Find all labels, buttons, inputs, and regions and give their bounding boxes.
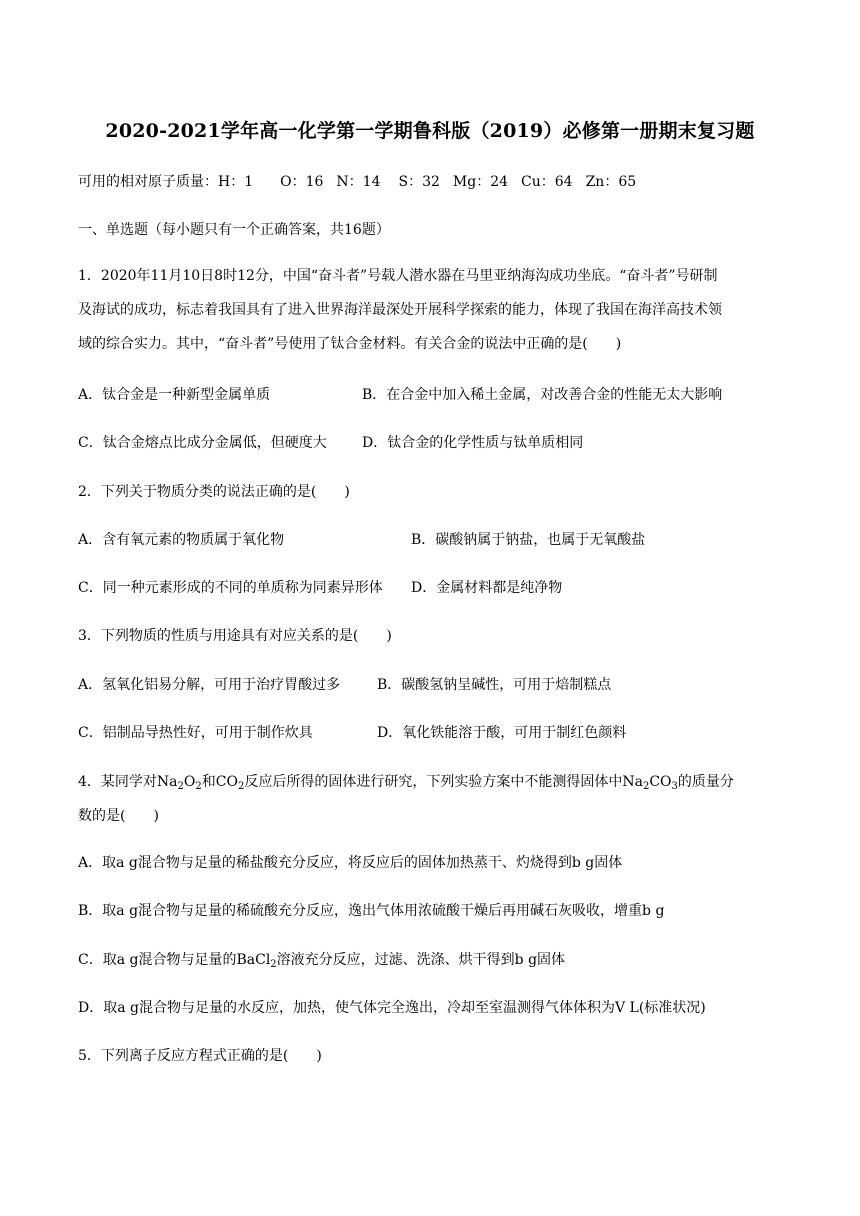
- q4-subscript: 3: [671, 781, 678, 792]
- q1-option-d: D．钛合金的化学性质与钛单质相同: [362, 435, 584, 451]
- q2-option-c: C．同一种元素形成的不同的单质称为同素异形体: [78, 580, 383, 596]
- q1-stem-line-3: 域的综合实力。其中，“奋斗者”号使用了钛合金材料。有关合金的说法中正确的是( ): [78, 336, 622, 352]
- q4-subscript: 2: [237, 781, 245, 792]
- q4-stem-line-1: [78, 771, 734, 791]
- q4-option-d: D．取a g混合物与足量的水反应，加热，使气体完全逸出，冷却至室温测得气体体积为V L(标准状况): [78, 1000, 706, 1016]
- q1-option-c: C．钛合金熔点比成分金属低，但硬度大: [78, 435, 327, 451]
- atomic-mass-h: H：1: [218, 174, 254, 190]
- q4-subscript: 2: [177, 781, 184, 792]
- atomic-masses-label: 可用的相对原子质量：: [78, 174, 218, 190]
- atomic-masses: [78, 171, 636, 191]
- q3-option-c: C．铝制品导热性好，可用于制作炊具: [78, 725, 313, 741]
- q2-stem: 2．下列关于物质分类的说法正确的是( ): [78, 484, 350, 500]
- q4-option-a: A．取a g混合物与足量的稀盐酸充分反应，将反应后的固体加热蒸干、灼烧得到b g固体: [78, 855, 623, 871]
- q4-option-c-part: C．取a g混合物与足量的BaCl: [78, 952, 271, 968]
- q3-option-a: A．氢氧化铝易分解，可用于治疗胃酸过多: [78, 677, 341, 693]
- q4-stem-part: 4．某同学对Na: [78, 774, 178, 790]
- section-heading: 一、单选题（每小题只有一个正确答案，共16题）: [78, 222, 390, 238]
- q4-subscript: 2: [642, 781, 650, 792]
- q4-stem-part: 的质量分: [677, 774, 734, 790]
- q4-subscript: 2: [195, 781, 202, 792]
- atomic-mass-n: N：14: [336, 174, 381, 190]
- atomic-mass-s: S：32: [398, 174, 440, 190]
- q3-stem: 3．下列物质的性质与用途具有对应关系的是( ): [78, 628, 392, 644]
- q2-option-a: A．含有氧元素的物质属于氧化物: [78, 532, 285, 548]
- q4-option-c-part: 溶液充分反应，过滤、洗涤、烘干得到b g固体: [276, 952, 566, 968]
- q4-stem-part: 反应后所得的固体进行研究，下列实验方案中不能测得固体中Na: [244, 774, 643, 790]
- q4-stem-part: CO: [649, 774, 672, 790]
- atomic-mass-o: O：16: [280, 174, 324, 190]
- q1-stem-line-1: 1．2020年11月10日8时12分，中国“奋斗者”号载人潜水器在马里亚纳海沟成功坐底。“奋斗者”号研制: [78, 268, 718, 284]
- q4-stem-line-2: 数的是( ): [78, 808, 159, 824]
- q4-option-b: B．取a g混合物与足量的稀硫酸充分反应，逸出气体用浓硫酸干燥后再用碱石灰吸收，增重b g: [78, 903, 665, 919]
- q3-option-b: B．碳酸氢钠呈碱性，可用于焙制糕点: [377, 677, 612, 693]
- q4-subscript: 2: [270, 959, 277, 970]
- q1-option-b: B．在合金中加入稀土金属，对改善合金的性能无太大影响: [362, 387, 723, 403]
- q2-option-b: B．碳酸钠属于钠盐，也属于无氧酸盐: [411, 532, 646, 548]
- atomic-mass-mg: Mg：24: [452, 174, 509, 190]
- q2-option-d: D．金属材料都是纯净物: [411, 580, 563, 596]
- q4-stem-part: O: [183, 774, 196, 790]
- q4-option-c: [78, 949, 565, 969]
- q3-option-d: D．氧化铁能溶于酸，可用于制红色颜料: [377, 725, 627, 741]
- q5-stem: 5．下列离子反应方程式正确的是( ): [78, 1048, 322, 1064]
- atomic-mass-cu: Cu：64: [521, 174, 573, 190]
- q4-stem-part: 和CO: [201, 774, 238, 790]
- atomic-mass-zn: Zn：65: [585, 174, 637, 190]
- q1-stem-line-2: 及海试的成功，标志着我国具有了进入世界海洋最深处开展科学探索的能力，体现了我国在海洋高技术领: [78, 302, 722, 318]
- q1-option-a: A．钛合金是一种新型金属单质: [78, 387, 271, 403]
- page-title: 2020-2021学年高一化学第一学期鲁科版（2019）必修第一册期末复习题: [105, 120, 755, 142]
